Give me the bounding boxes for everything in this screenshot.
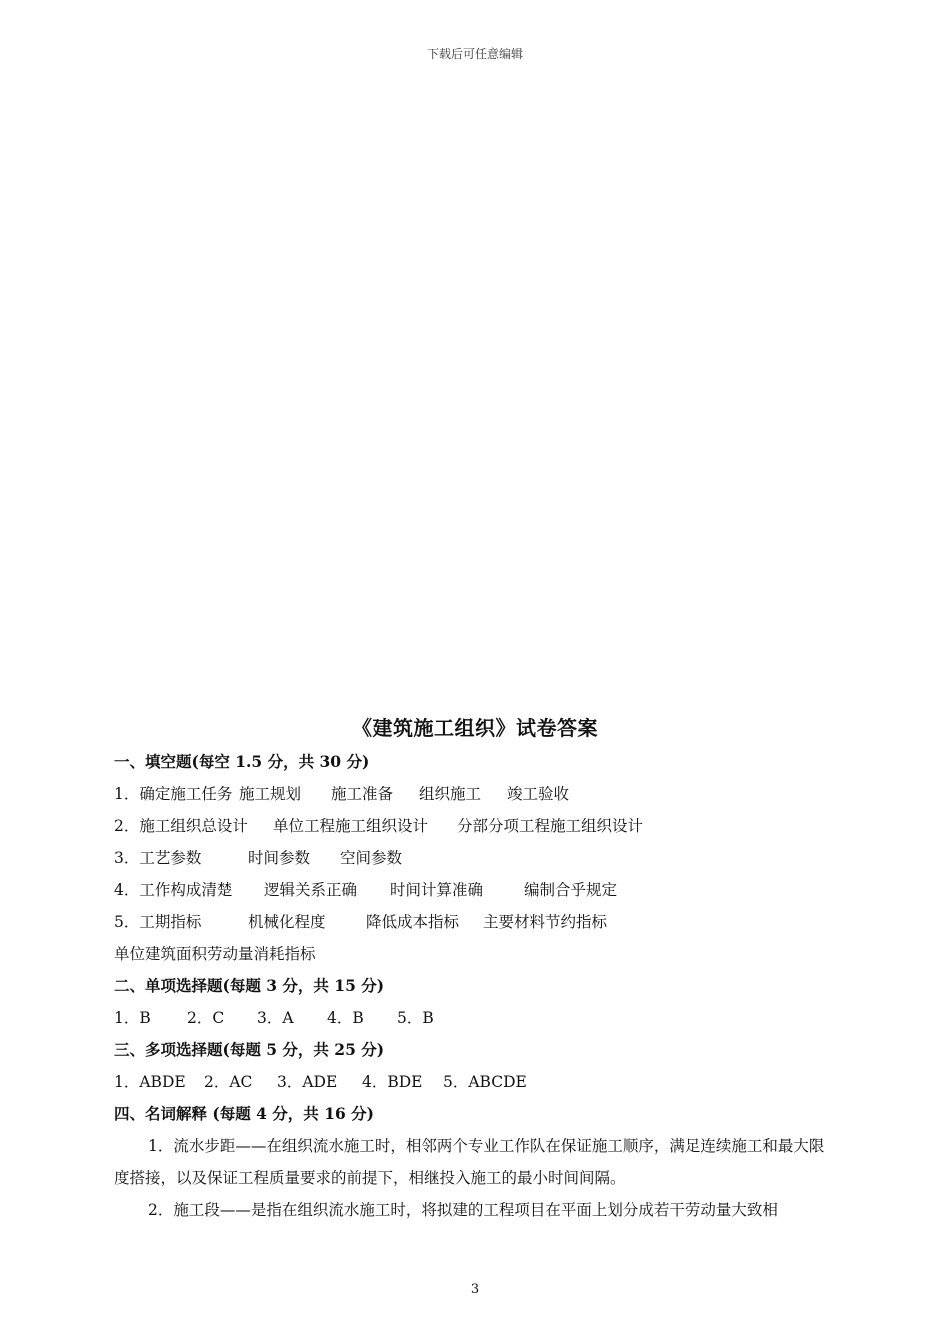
section4-heading: 四、名词解释 (每题 4 分，共 16 分)	[114, 1104, 375, 1123]
answer-item: 3．ADE	[277, 1073, 338, 1091]
page-number: 3	[470, 1282, 480, 1297]
multiple-choice-answers	[114, 1066, 838, 1098]
fill-answer-3	[114, 842, 838, 874]
answer-item: 5．B	[397, 1009, 434, 1027]
answer-item: 分部分项工程施工组织设计	[457, 817, 644, 835]
answer-item: 主要材料节约指标	[483, 913, 608, 931]
fill-answer-1	[114, 778, 838, 810]
fill-answer-5	[114, 906, 838, 938]
answer-item: 空间参数	[340, 849, 403, 867]
answer-item: 3．工艺参数	[114, 849, 202, 867]
answer-item: 1．确定施工任务	[114, 785, 233, 803]
answer-item: 时间参数	[248, 849, 311, 867]
answer-item: 1．B	[114, 1009, 151, 1027]
answer-item: 施工准备	[331, 785, 394, 803]
fill-answer-5-continued: 单位建筑面积劳动量消耗指标	[114, 945, 316, 963]
fill-answer-2	[114, 810, 838, 842]
answer-item: 组织施工	[419, 785, 482, 803]
answer-item: 逻辑关系正确	[264, 881, 358, 899]
definition-2: 2．施工段——是指在组织流水施工时，将拟建的工程项目在平面上划分成若干劳动量大致相	[148, 1201, 778, 1219]
answer-item: 4．BDE	[362, 1073, 423, 1091]
answer-item: 3．A	[257, 1009, 294, 1027]
section2-heading: 二、单项选择题(每题 3 分，共 15 分)	[114, 976, 385, 995]
answer-item: 2．施工组织总设计	[114, 817, 248, 835]
section1-heading: 一、填空题(每空 1.5 分，共 30 分)	[114, 752, 370, 771]
answer-item: 5．工期指标	[114, 913, 202, 931]
answer-item: 单位工程施工组织设计	[273, 817, 429, 835]
answer-item: 4．工作构成清楚	[114, 881, 233, 899]
answer-content	[114, 746, 838, 1226]
definition-1: 1．流水步距——在组织流水施工时，相邻两个专业工作队在保证施工顺序，满足连续施工和最大限度搭接，以及保证工程质量要求的前提下，相继投入施工的最小时间间隔。	[114, 1137, 825, 1187]
answer-item: 时间计算准确	[390, 881, 484, 899]
answer-item: 机械化程度	[248, 913, 326, 931]
answer-item: 编制合乎规定	[524, 881, 618, 899]
answer-item: 施工规划	[239, 785, 302, 803]
answer-item: 5．ABCDE	[443, 1073, 527, 1091]
answer-item: 4．B	[327, 1009, 364, 1027]
answer-item: 2．AC	[204, 1073, 253, 1091]
section3-heading: 三、多项选择题(每题 5 分，共 25 分)	[114, 1040, 385, 1059]
single-choice-answers	[114, 1002, 838, 1034]
answer-item: 降低成本指标	[366, 913, 460, 931]
fill-answer-4	[114, 874, 838, 906]
header-note: 下载后可任意编辑	[426, 47, 523, 61]
answer-item: 2．C	[187, 1009, 225, 1027]
answer-item: 1．ABDE	[114, 1073, 186, 1091]
answer-item: 竣工验收	[507, 785, 570, 803]
document-title: 《建筑施工组织》试卷答案	[352, 716, 598, 740]
